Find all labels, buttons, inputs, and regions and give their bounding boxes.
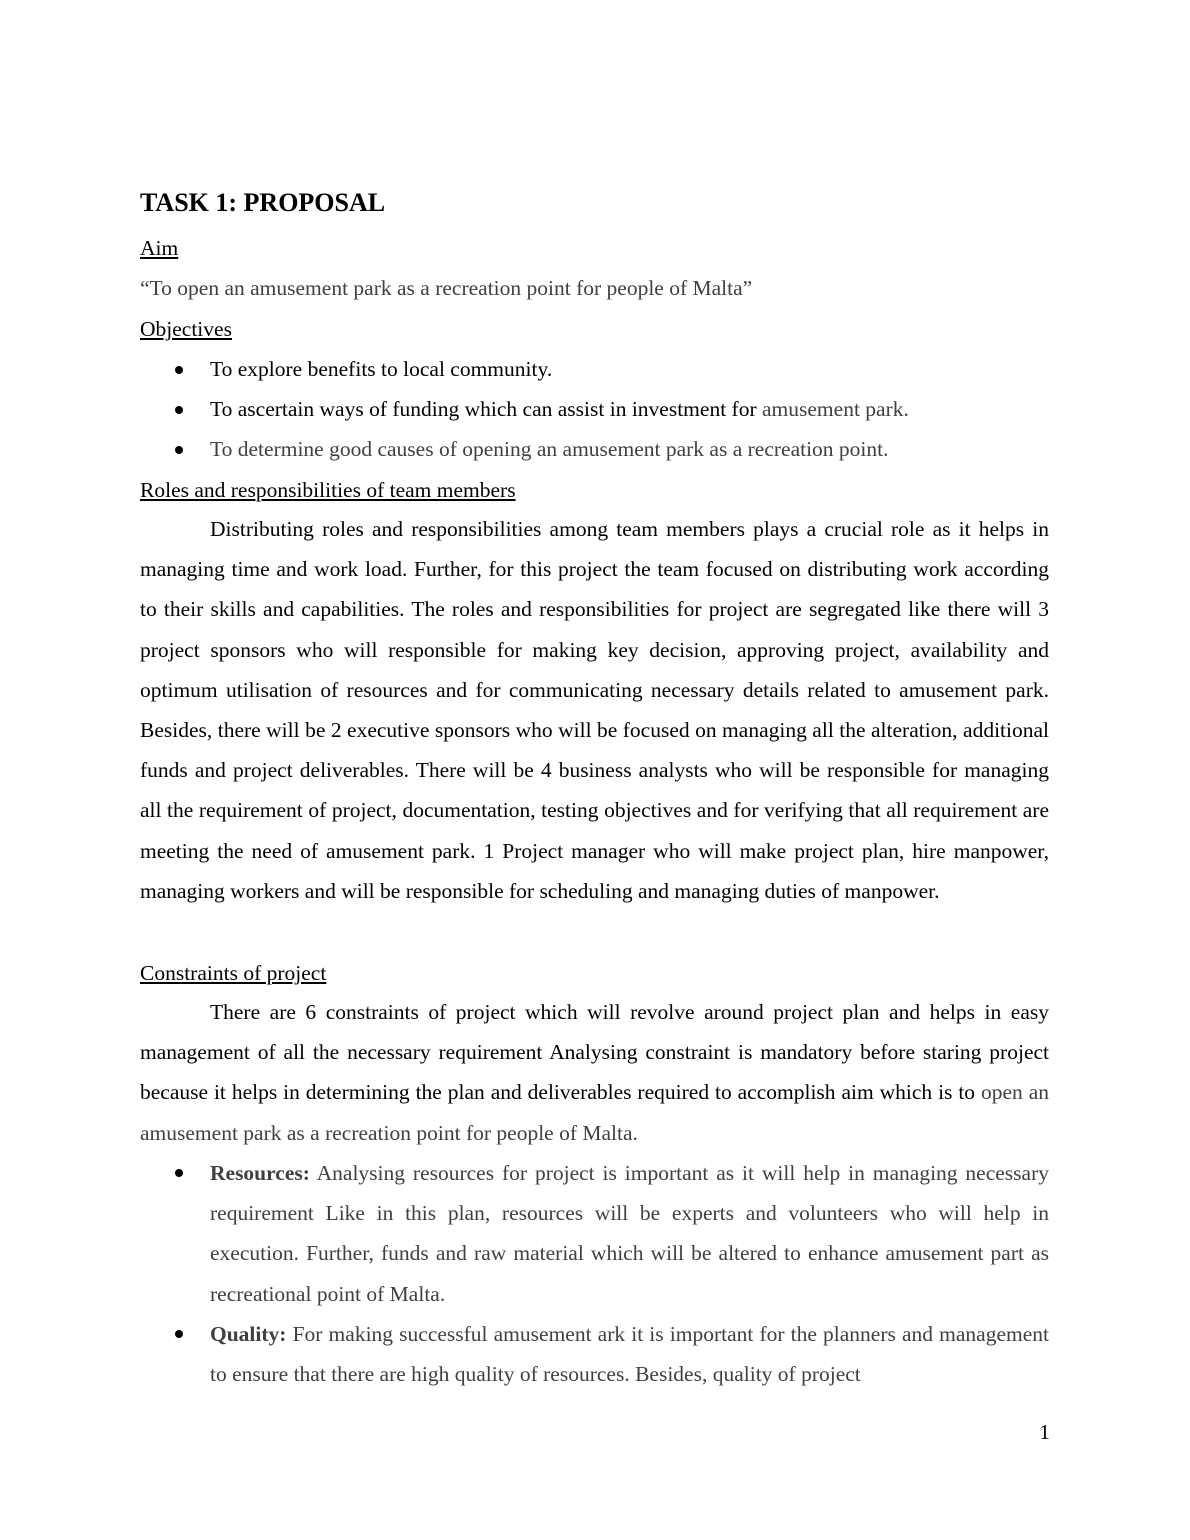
- constraint-item: [140, 1153, 1049, 1314]
- objective-item: [140, 394, 1049, 424]
- aim-heading: Aim: [140, 236, 179, 260]
- aim-text: “To open an amusement park as a recreation point for people of Malta”: [140, 276, 753, 300]
- objective-item: [140, 354, 1049, 384]
- constraint-text: For making successful amusement ark it is important for the planners and management to ensure that there are high quality of resources. Besides, quality of project: [210, 1321, 1049, 1387]
- constraint-label: Resources:: [210, 1161, 310, 1185]
- roles-paragraph: Distributing roles and responsibilities among team members plays a crucial role as it helps in managing time and work load. Further, for this project the team focused on distributing work according to their skills and capabilities. The roles and responsibilities for project are segregated like there will 3 project sponsors who will responsible for making key decision, approving project, availability and optimum utilisation of resources and for communicating necessary details related to amusement park. Besides, there will be 2 executive sponsors who will be focused on managing all the alteration, additional funds and project deliverables. There will be 4 business analysts who will be responsible for managing all the requirement of project, documentation, testing objectives and for verifying that all requirement are meeting the need of amusement park. 1 Project manager who will make project plan, hire manpower, managing workers and will be responsible for scheduling and managing duties of manpower.: [140, 517, 1049, 903]
- constraints-list: [140, 1153, 1049, 1394]
- bullet-icon: [175, 406, 183, 414]
- bullet-icon: [175, 366, 183, 374]
- objective-text-tail: amusement park.: [762, 397, 909, 421]
- constraint-label: Quality:: [210, 1321, 287, 1346]
- document-title: TASK 1: PROPOSAL: [140, 188, 386, 217]
- objective-text: To ascertain ways of funding which can assist in investment for: [210, 397, 762, 421]
- objective-text-tail: To determine good causes of opening an amusement park as a recreation point.: [210, 437, 889, 461]
- objective-item: [140, 434, 1049, 464]
- page-number: 1: [1039, 1420, 1050, 1444]
- constraint-text: Analysing resources for project is important as it will help in managing necessary requirement Like in this plan, resources will be experts and volunteers who will help in execution. Further, funds and raw material which will be altered to enhance amusement part as recreational point of Malta.: [210, 1161, 1049, 1306]
- constraints-paragraph-tail: open an amusement park as a recreation point for people of Malta.: [140, 1080, 1049, 1145]
- objectives-list: [140, 354, 1049, 474]
- bullet-icon: [175, 446, 183, 454]
- constraint-item: [140, 1314, 1049, 1394]
- objectives-heading: Objectives: [140, 317, 232, 341]
- roles-heading: Roles and responsibilities of team members: [140, 478, 516, 502]
- bullet-icon: [175, 1169, 183, 1177]
- constraints-paragraph-main: There are 6 constraints of project which will revolve around project plan and helps in easy management of all the necessary requirement Analysing constraint is mandatory before staring project because it helps in determining the plan and deliverables required to accomplish aim which is to: [140, 1000, 1049, 1105]
- objective-text: To explore benefits to local community.: [210, 357, 553, 381]
- constraints-heading: Constraints of project: [140, 961, 327, 985]
- bullet-icon: [175, 1330, 183, 1338]
- constraints-paragraph: [140, 992, 1049, 1153]
